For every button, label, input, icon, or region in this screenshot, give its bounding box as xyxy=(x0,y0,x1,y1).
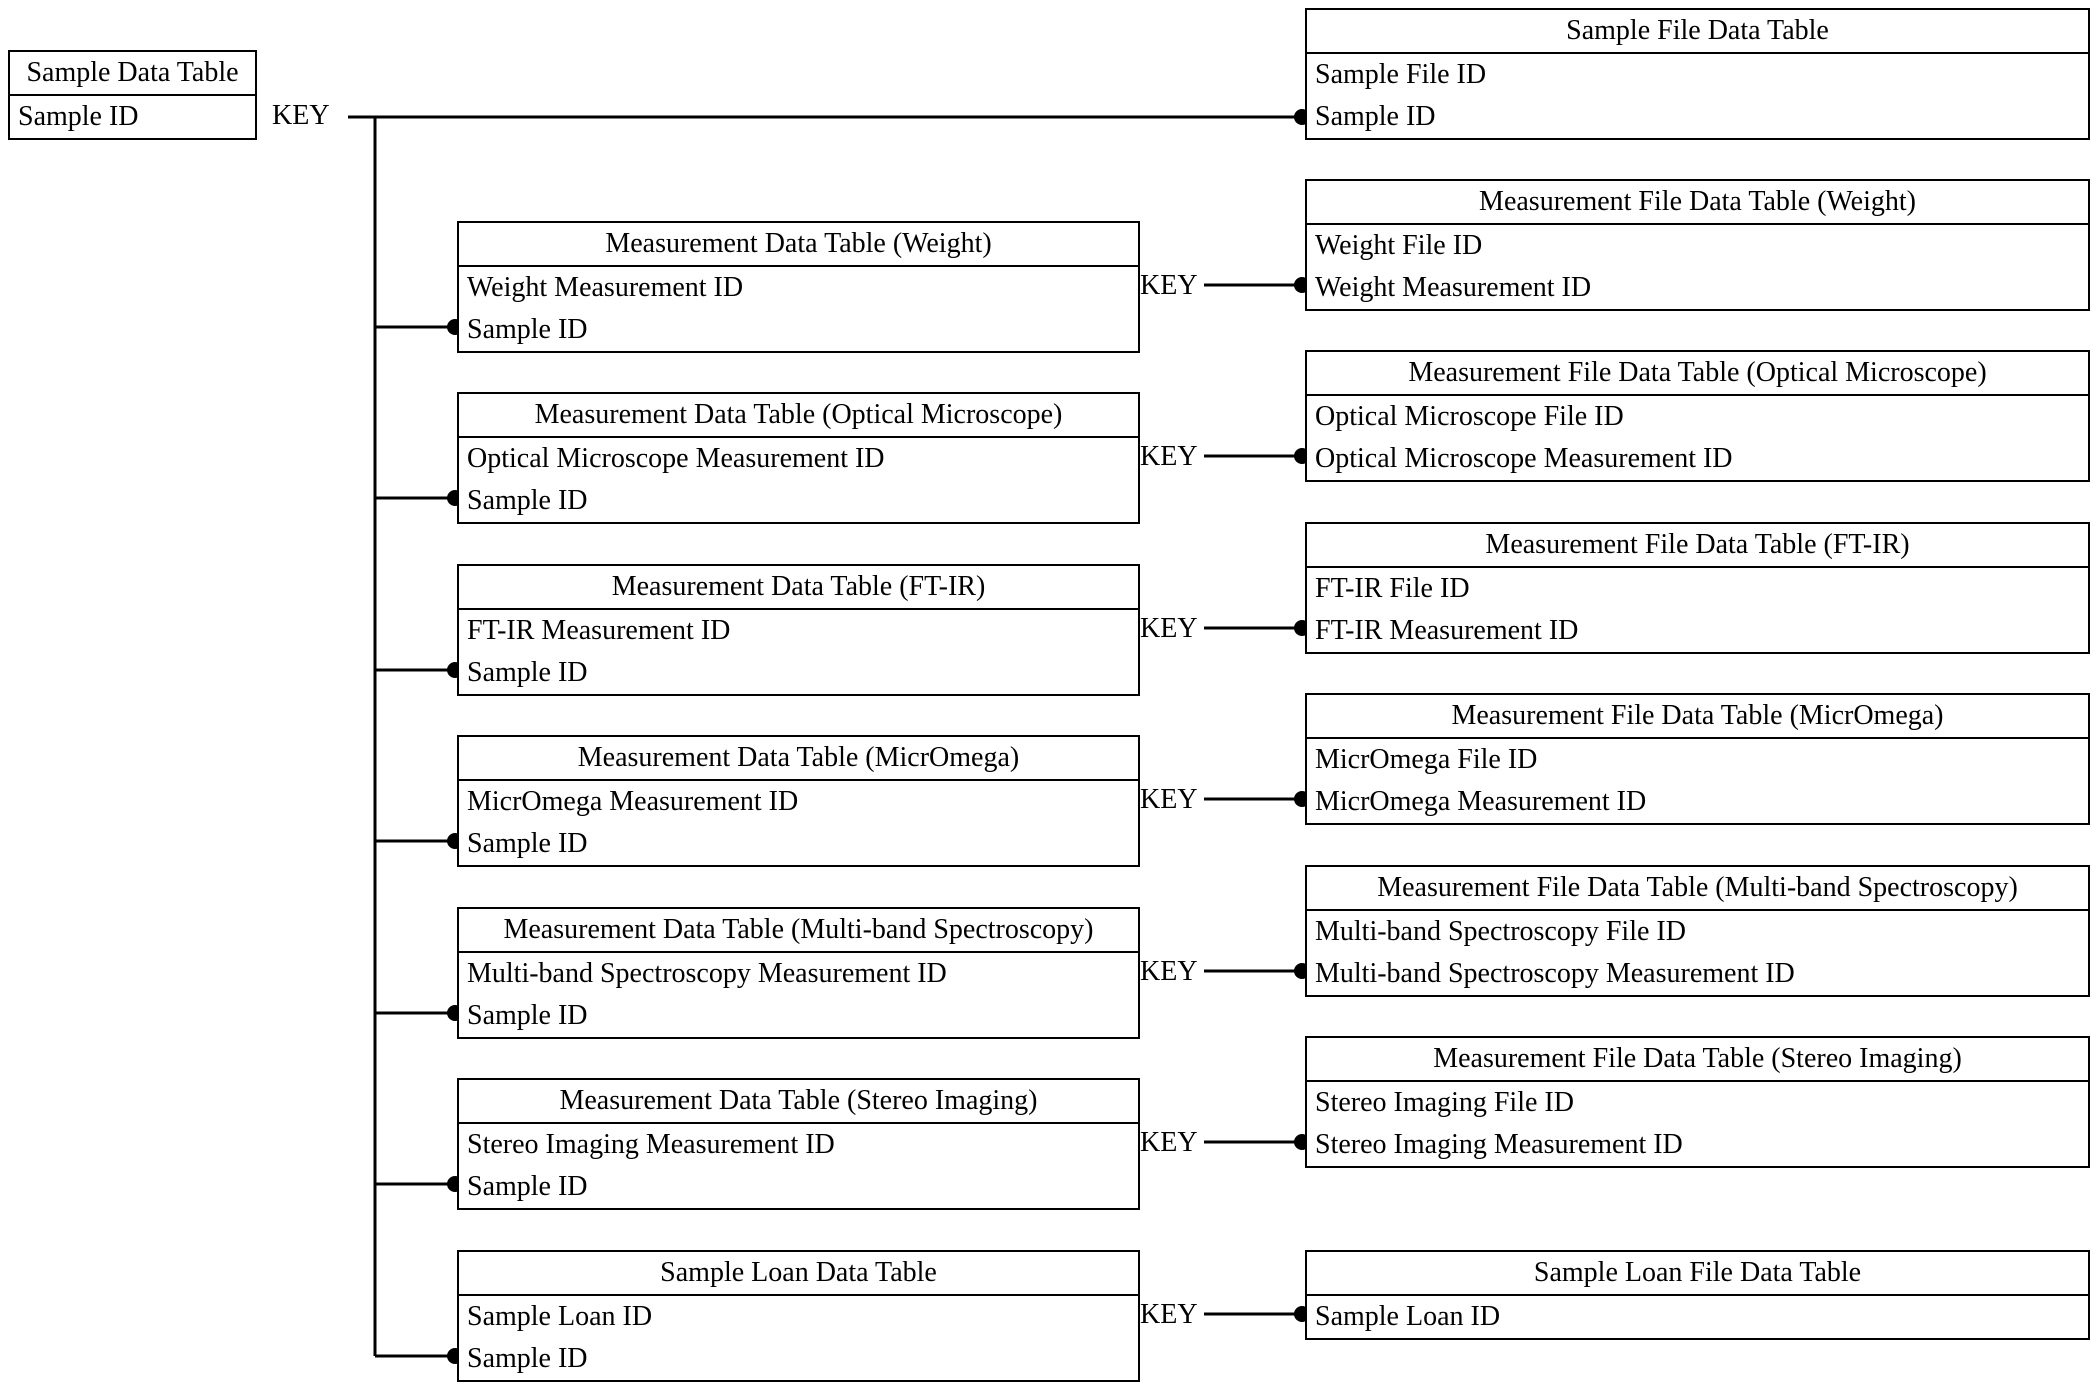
measurement-data-table-row: Sample Loan ID xyxy=(467,1301,653,1332)
measurement-data-table-row: Sample ID xyxy=(467,657,588,688)
measurement-key-label: KEY xyxy=(1140,956,1198,987)
measurement-key-label: KEY xyxy=(1140,784,1198,815)
measurement-data-table xyxy=(457,735,1140,867)
file-data-table-row: Multi-band Spectroscopy Measurement ID xyxy=(1315,958,1795,989)
sample-data-table-title: Sample Data Table xyxy=(10,52,255,96)
file-data-table-title: Sample Loan File Data Table xyxy=(1307,1252,2088,1296)
measurement-file-data-table xyxy=(1305,865,2090,997)
measurement-data-table-row: MicrOmega Measurement ID xyxy=(467,786,799,817)
file-data-table-row: MicrOmega Measurement ID xyxy=(1315,786,1647,817)
sample-loan-data-table xyxy=(457,1250,1140,1382)
measurement-data-table-title: Measurement Data Table (FT-IR) xyxy=(459,566,1138,610)
measurement-data-table-title: Measurement Data Table (Weight) xyxy=(459,223,1138,267)
measurement-file-data-table xyxy=(1305,522,2090,654)
sample-file-data-table xyxy=(1305,8,2090,140)
measurement-data-table-row: Optical Microscope Measurement ID xyxy=(467,443,885,474)
file-data-table-row: Stereo Imaging File ID xyxy=(1315,1087,1574,1118)
file-data-table-title: Measurement File Data Table (MicrOmega) xyxy=(1307,695,2088,739)
measurement-file-data-table xyxy=(1305,693,2090,825)
file-data-table-title: Measurement File Data Table (Stereo Imaging) xyxy=(1307,1038,2088,1082)
sample-data-table xyxy=(8,50,257,140)
measurement-data-table-row: Multi-band Spectroscopy Measurement ID xyxy=(467,958,947,989)
file-data-table-row: Weight File ID xyxy=(1315,230,1483,261)
measurement-data-table-row: Sample ID xyxy=(467,1000,588,1031)
file-data-table-row: Weight Measurement ID xyxy=(1315,272,1592,303)
measurement-data-table-title: Sample Loan Data Table xyxy=(459,1252,1138,1296)
file-data-table-row: Optical Microscope Measurement ID xyxy=(1315,443,1733,474)
file-data-table-title: Measurement File Data Table (Multi-band Spectroscopy) xyxy=(1307,867,2088,911)
sample-key-label: KEY xyxy=(272,100,330,131)
measurement-data-table-row: Stereo Imaging Measurement ID xyxy=(467,1129,835,1160)
measurement-key-label: KEY xyxy=(1140,613,1198,644)
file-data-table-row: Stereo Imaging Measurement ID xyxy=(1315,1129,1683,1160)
measurement-data-table xyxy=(457,1078,1140,1210)
sample-file-data-table-title: Sample File Data Table xyxy=(1307,10,2088,54)
measurement-key-label: KEY xyxy=(1140,441,1198,472)
measurement-file-data-table xyxy=(1305,1036,2090,1168)
measurement-data-table-title: Measurement Data Table (MicrOmega) xyxy=(459,737,1138,781)
measurement-data-table xyxy=(457,392,1140,524)
measurement-data-table-row: Sample ID xyxy=(467,485,588,516)
file-data-table-row: Optical Microscope File ID xyxy=(1315,401,1624,432)
measurement-data-table xyxy=(457,221,1140,353)
measurement-data-table-row: Sample ID xyxy=(467,314,588,345)
measurement-file-data-table xyxy=(1305,179,2090,311)
sample-file-data-table-row: Sample File ID xyxy=(1315,59,1487,90)
file-data-table-title: Measurement File Data Table (Optical Microscope) xyxy=(1307,352,2088,396)
measurement-data-table-row: Sample ID xyxy=(467,1343,588,1374)
measurement-key-label: KEY xyxy=(1140,270,1198,301)
measurement-data-table-title: Measurement Data Table (Multi-band Spectroscopy) xyxy=(459,909,1138,953)
file-data-table-row: FT-IR File ID xyxy=(1315,573,1470,604)
sample-file-data-table-row: Sample ID xyxy=(1315,101,1436,132)
file-data-table-row: MicrOmega File ID xyxy=(1315,744,1538,775)
measurement-data-table-row: FT-IR Measurement ID xyxy=(467,615,731,646)
sample-loan-file-data-table xyxy=(1305,1250,2090,1340)
file-data-table-row: Multi-band Spectroscopy File ID xyxy=(1315,916,1686,947)
measurement-key-label: KEY xyxy=(1140,1127,1198,1158)
measurement-data-table-title: Measurement Data Table (Optical Microscope) xyxy=(459,394,1138,438)
measurement-file-data-table xyxy=(1305,350,2090,482)
file-data-table-row: Sample Loan ID xyxy=(1315,1301,1501,1332)
file-data-table-row: FT-IR Measurement ID xyxy=(1315,615,1579,646)
measurement-data-table xyxy=(457,907,1140,1039)
measurement-data-table xyxy=(457,564,1140,696)
file-data-table-title: Measurement File Data Table (FT-IR) xyxy=(1307,524,2088,568)
measurement-key-label: KEY xyxy=(1140,1299,1198,1330)
sample-data-table-row: Sample ID xyxy=(18,101,139,132)
measurement-data-table-title: Measurement Data Table (Stereo Imaging) xyxy=(459,1080,1138,1124)
measurement-data-table-row: Weight Measurement ID xyxy=(467,272,744,303)
file-data-table-title: Measurement File Data Table (Weight) xyxy=(1307,181,2088,225)
measurement-data-table-row: Sample ID xyxy=(467,1171,588,1202)
measurement-data-table-row: Sample ID xyxy=(467,828,588,859)
